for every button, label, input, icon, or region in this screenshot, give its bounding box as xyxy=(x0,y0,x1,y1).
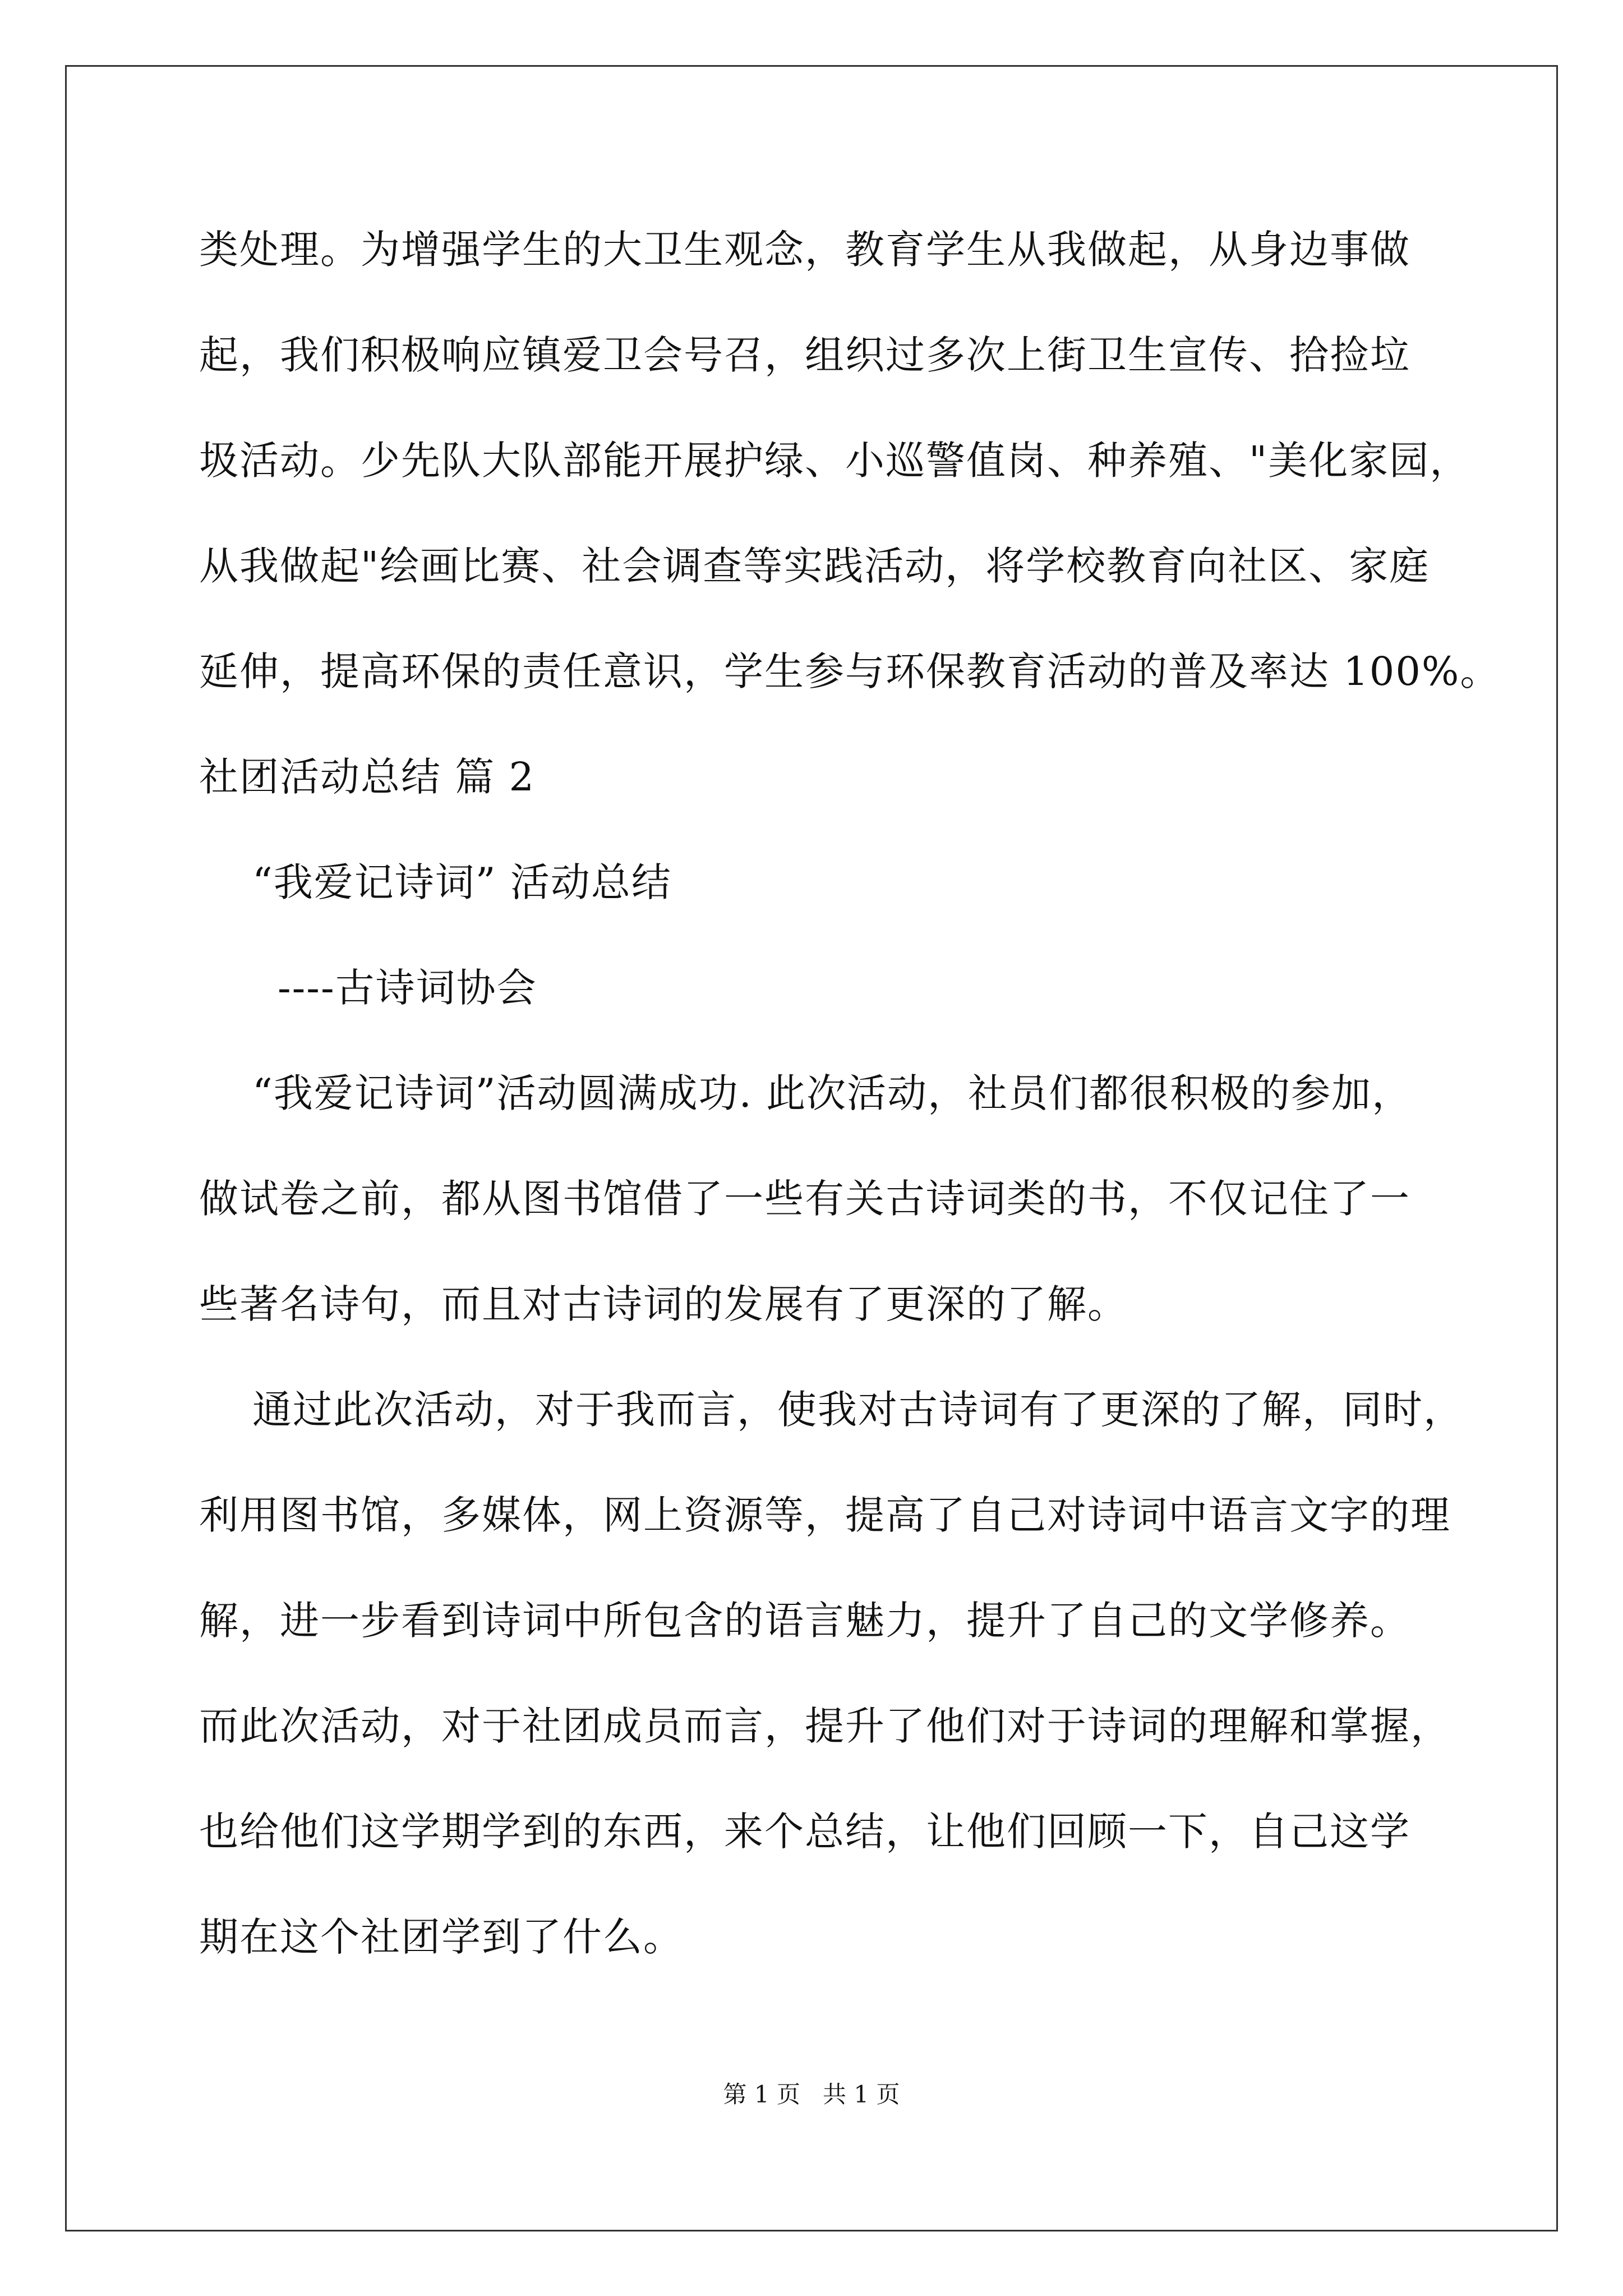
paragraph-line: 也给他们这学期学到的东西，来个总结，让他们回顾一下，自己这学 xyxy=(199,1809,1410,1855)
paragraph-line: 期在这个社团学到了什么。 xyxy=(199,1914,684,1960)
page-footer: 第 1 页 共 1 页 xyxy=(723,2081,900,2108)
paragraph-line: “我爱记诗词”活动圆满成功. 此次活动，社员们都很积极的参加， xyxy=(252,1070,1413,1116)
page-border xyxy=(65,65,1558,2231)
section-heading: 社团活动总结 篇 2 xyxy=(199,754,536,800)
paragraph-line: 从我做起"绘画比赛、社会调查等实践活动，将学校教育向社区、家庭 xyxy=(199,543,1430,589)
paragraph-line: 起，我们积极响应镇爱卫会号召，组织过多次上街卫生宣传、拾捡垃 xyxy=(199,332,1410,378)
paragraph-line: 而此次活动，对于社团成员而言，提升了他们对于诗词的理解和掌握， xyxy=(199,1703,1451,1749)
paragraph-line: 圾活动。少先队大队部能开展护绿、小巡警值岗、种养殖、"美化家园， xyxy=(199,438,1470,484)
paragraph-line: 利用图书馆，多媒体，网上资源等，提高了自己对诗词中语言文字的理 xyxy=(199,1492,1451,1538)
paragraph-line: 做试卷之前，都从图书馆借了一些有关古诗词类的书，不仅记住了一 xyxy=(199,1176,1410,1222)
paragraph-line: 延伸，提高环保的责任意识，学生参与环保教育活动的普及率达 100%。 xyxy=(199,648,1501,694)
paragraph-line: 通过此次活动，对于我而言，使我对古诗词有了更深的了解，同时， xyxy=(252,1387,1464,1433)
article-author: ----古诗词协会 xyxy=(278,965,537,1011)
paragraph-line: 些著名诗句，而且对古诗词的发展有了更深的了解。 xyxy=(199,1281,1128,1327)
paragraph-line: 解，进一步看到诗词中所包含的语言魅力，提升了自己的文学修养。 xyxy=(199,1598,1410,1644)
paragraph-line: 类处理。为增强学生的大卫生观念，教育学生从我做起，从身边事做 xyxy=(199,227,1410,273)
article-title: “我爱记诗词” 活动总结 xyxy=(252,859,672,905)
